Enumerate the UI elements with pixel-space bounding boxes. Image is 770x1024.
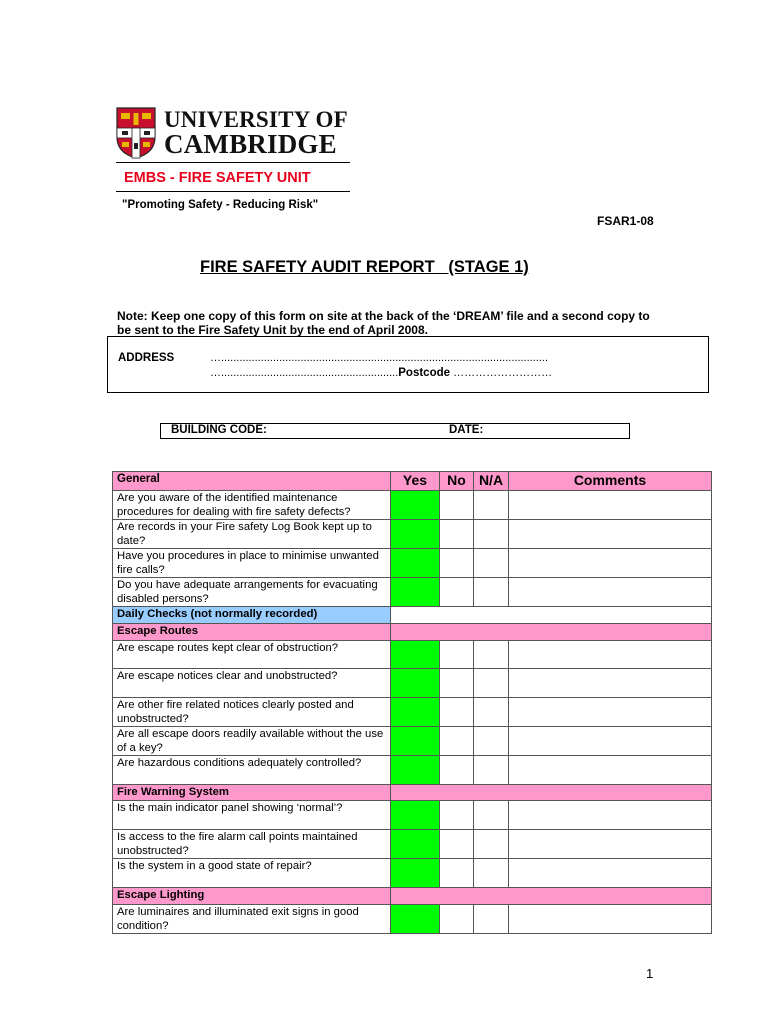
comments-cell[interactable] xyxy=(509,698,712,727)
column-header-yes: Yes xyxy=(391,472,440,491)
unit-title: EMBS - FIRE SAFETY UNIT xyxy=(124,170,311,186)
answer-yes-cell[interactable] xyxy=(391,698,440,727)
table-row xyxy=(113,756,712,785)
answer-no-cell[interactable] xyxy=(440,905,474,934)
comments-cell[interactable] xyxy=(509,801,712,830)
answer-no-cell[interactable] xyxy=(440,830,474,859)
question-text: Are hazardous conditions adequately controlled? xyxy=(113,756,391,785)
answer-na-cell[interactable] xyxy=(474,669,509,698)
building-code-label: BUILDING CODE: xyxy=(171,424,267,436)
header-rule-bottom xyxy=(116,191,350,192)
address-label: ADDRESS xyxy=(118,352,175,364)
table-row xyxy=(113,641,712,669)
section-header-row xyxy=(113,785,712,801)
question-text: Are other fire related notices clearly posted and unobstructed? xyxy=(113,698,391,727)
answer-yes-cell[interactable] xyxy=(391,727,440,756)
table-row xyxy=(113,698,712,727)
section-header-fill xyxy=(391,888,712,905)
question-text: Are escape notices clear and unobstructed? xyxy=(113,669,391,698)
answer-na-cell[interactable] xyxy=(474,727,509,756)
column-header-na: N/A xyxy=(474,472,509,491)
column-header-general: General xyxy=(113,472,391,491)
comments-cell[interactable] xyxy=(509,727,712,756)
answer-no-cell[interactable] xyxy=(440,669,474,698)
answer-yes-cell[interactable] xyxy=(391,520,440,549)
building-date-box xyxy=(160,423,630,439)
answer-no-cell[interactable] xyxy=(440,520,474,549)
audit-checklist-table xyxy=(112,471,712,934)
answer-na-cell[interactable] xyxy=(474,905,509,934)
answer-na-cell[interactable] xyxy=(474,641,509,669)
section-title: Escape Lighting xyxy=(113,888,391,905)
daily-checks-label: Daily Checks (not normally recorded) xyxy=(113,607,391,624)
university-logo xyxy=(116,107,352,159)
table-row xyxy=(113,859,712,888)
comments-cell[interactable] xyxy=(509,830,712,859)
instruction-note: Note: Keep one copy of this form on site at the back of the ‘DREAM’ file and a second copy to be sent to the Fire Safety Unit by the end of April 2008. xyxy=(117,309,650,337)
address-field-line2[interactable] xyxy=(210,367,552,379)
question-text: Is access to the fire alarm call points maintained unobstructed? xyxy=(113,830,391,859)
postcode-label: Postcode xyxy=(398,367,451,379)
answer-na-cell[interactable] xyxy=(474,491,509,520)
page-number: 1 xyxy=(646,966,654,981)
address-field-line1[interactable]: …........................................................................................................... xyxy=(210,352,549,364)
header-rule-top xyxy=(116,162,350,163)
comments-cell[interactable] xyxy=(509,549,712,578)
answer-no-cell[interactable] xyxy=(440,727,474,756)
answer-yes-cell[interactable] xyxy=(391,801,440,830)
cambridge-crest-icon xyxy=(116,107,156,159)
table-row xyxy=(113,669,712,698)
answer-yes-cell[interactable] xyxy=(391,905,440,934)
answer-yes-cell[interactable] xyxy=(391,830,440,859)
daily-checks-fill xyxy=(391,607,712,624)
section-title: Fire Warning System xyxy=(113,785,391,801)
answer-no-cell[interactable] xyxy=(440,491,474,520)
table-row xyxy=(113,578,712,607)
form-reference-code: FSAR1-08 xyxy=(597,214,654,228)
section-header-row xyxy=(113,888,712,905)
question-text: Are records in your Fire safety Log Book kept up to date? xyxy=(113,520,391,549)
answer-no-cell[interactable] xyxy=(440,549,474,578)
table-row xyxy=(113,491,712,520)
table-row xyxy=(113,801,712,830)
answer-no-cell[interactable] xyxy=(440,756,474,785)
section-header-fill xyxy=(391,624,712,641)
answer-no-cell[interactable] xyxy=(440,859,474,888)
comments-cell[interactable] xyxy=(509,905,712,934)
answer-na-cell[interactable] xyxy=(474,801,509,830)
answer-na-cell[interactable] xyxy=(474,756,509,785)
question-text: Are escape routes kept clear of obstruction? xyxy=(113,641,391,669)
document-title: FIRE SAFETY AUDIT REPORT (STAGE 1) xyxy=(200,258,529,276)
table-row xyxy=(113,905,712,934)
question-text: Is the main indicator panel showing ‘normal’? xyxy=(113,801,391,830)
logo-text-line2: CAMBRIDGE xyxy=(164,129,337,159)
table-row xyxy=(113,520,712,549)
answer-no-cell[interactable] xyxy=(440,698,474,727)
comments-cell[interactable] xyxy=(509,641,712,669)
comments-cell[interactable] xyxy=(509,520,712,549)
comments-cell[interactable] xyxy=(509,669,712,698)
comments-cell[interactable] xyxy=(509,756,712,785)
answer-yes-cell[interactable] xyxy=(391,756,440,785)
answer-yes-cell[interactable] xyxy=(391,641,440,669)
section-header-fill xyxy=(391,785,712,801)
table-row xyxy=(113,727,712,756)
column-header-comments: Comments xyxy=(509,472,712,491)
daily-checks-row xyxy=(113,607,712,624)
answer-na-cell[interactable] xyxy=(474,698,509,727)
answer-na-cell[interactable] xyxy=(474,578,509,607)
answer-no-cell[interactable] xyxy=(440,578,474,607)
question-text: Do you have adequate arrangements for evacuating disabled persons? xyxy=(113,578,391,607)
address-box xyxy=(107,336,709,393)
comments-cell[interactable] xyxy=(509,578,712,607)
answer-na-cell[interactable] xyxy=(474,520,509,549)
answer-yes-cell[interactable] xyxy=(391,578,440,607)
question-text: Have you procedures in place to minimise unwanted fire calls? xyxy=(113,549,391,578)
comments-cell[interactable] xyxy=(509,859,712,888)
address-line2-dots: ….......................................................... xyxy=(210,367,399,379)
column-header-no: No xyxy=(440,472,474,491)
postcode-field[interactable]: ……………………… xyxy=(450,367,553,379)
tagline: "Promoting Safety - Reducing Risk" xyxy=(122,199,319,211)
answer-na-cell[interactable] xyxy=(474,830,509,859)
question-text: Is the system in a good state of repair? xyxy=(113,859,391,888)
answer-yes-cell[interactable] xyxy=(391,491,440,520)
table-header-row xyxy=(113,472,712,491)
question-text: Are luminaires and illuminated exit signs in good condition? xyxy=(113,905,391,934)
answer-no-cell[interactable] xyxy=(440,801,474,830)
table-row xyxy=(113,549,712,578)
answer-na-cell[interactable] xyxy=(474,859,509,888)
question-text: Are all escape doors readily available without the use of a key? xyxy=(113,727,391,756)
section-header-row xyxy=(113,624,712,641)
date-label: DATE: xyxy=(449,424,484,436)
logo-text-line1: UNIVERSITY OF xyxy=(164,107,348,132)
question-text: Are you aware of the identified maintenance procedures for dealing with fire safety defects? xyxy=(113,491,391,520)
section-title: Escape Routes xyxy=(113,624,391,641)
table-row xyxy=(113,830,712,859)
answer-no-cell[interactable] xyxy=(440,641,474,669)
answer-na-cell[interactable] xyxy=(474,549,509,578)
answer-yes-cell[interactable] xyxy=(391,859,440,888)
answer-yes-cell[interactable] xyxy=(391,669,440,698)
answer-yes-cell[interactable] xyxy=(391,549,440,578)
comments-cell[interactable] xyxy=(509,491,712,520)
